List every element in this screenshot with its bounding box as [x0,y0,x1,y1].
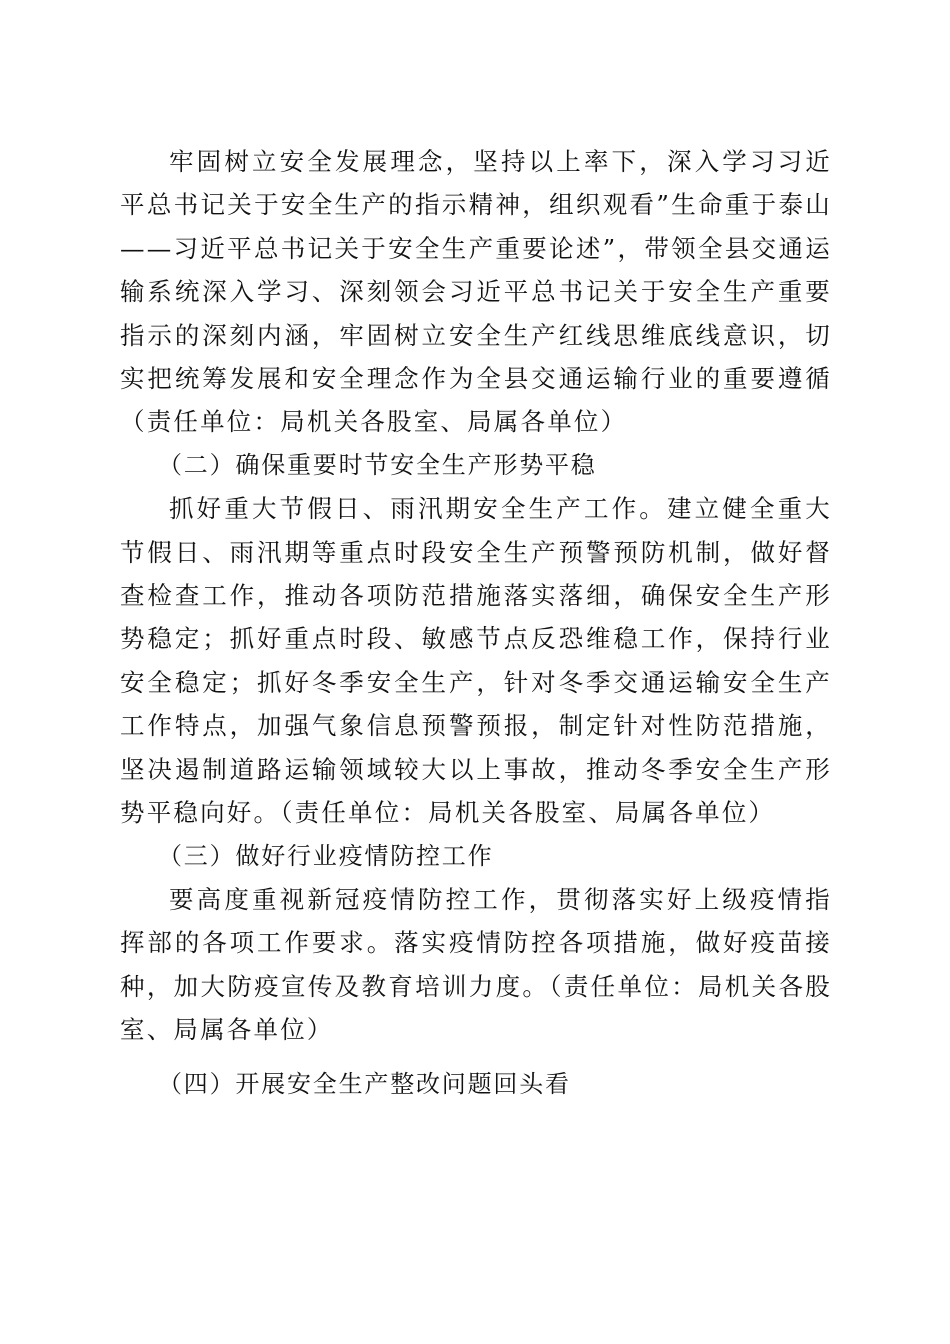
heading-section-4: （四）开展安全生产整改问题回头看 [158,1069,571,1098]
heading-section-2: （二）确保重要时节安全生产形势平稳 [158,450,597,479]
paragraph-epidemic-control: 要高度重视新冠疫情防控工作，贯彻落实好上级疫情指挥部的各项工作要求。落实疫情防控各项措施，做好疫苗接种，加大防疫宣传及教育培训力度。（责任单位：局机关各股室、局属各单位） [120,884,832,1045]
paragraph-safety-concept: 牢固树立安全发展理念，坚持以上率下，深入学习习近平总书记关于安全生产的指示精神，组织观看”生命重于泰山——习近平总书记关于安全生产重要论述”，带领全县交通运输系统深入学习、深刻领会习近平总书记关于安全生产重要指示的深刻内涵，牢固树立安全生产红线思维底线意识，切实把统筹发展和安全理念作为全县交通运输行业的重要遵循（责任单位：局机关各股室、局属各单位） [120,147,832,437]
heading-section-3: （三）做好行业疫情防控工作 [158,841,494,870]
paragraph-holiday-safety: 抓好重大节假日、雨汛期安全生产工作。建立健全重大节假日、雨汛期等重点时段安全生产预警预防机制，做好督查检查工作，推动各项防范措施落实落细，确保安全生产形势稳定；抓好重点时段、敏感节点反恐维稳工作，保持行业安全稳定；抓好冬季安全生产，针对冬季交通运输安全生产工作特点，加强气象信息预警预报，制定针对性防范措施，坚决遏制道路运输领域较大以上事故，推动冬季安全生产形势平稳向好。（责任单位：局机关各股室、局属各单位） [120,494,832,828]
document-body [120,140,832,1106]
